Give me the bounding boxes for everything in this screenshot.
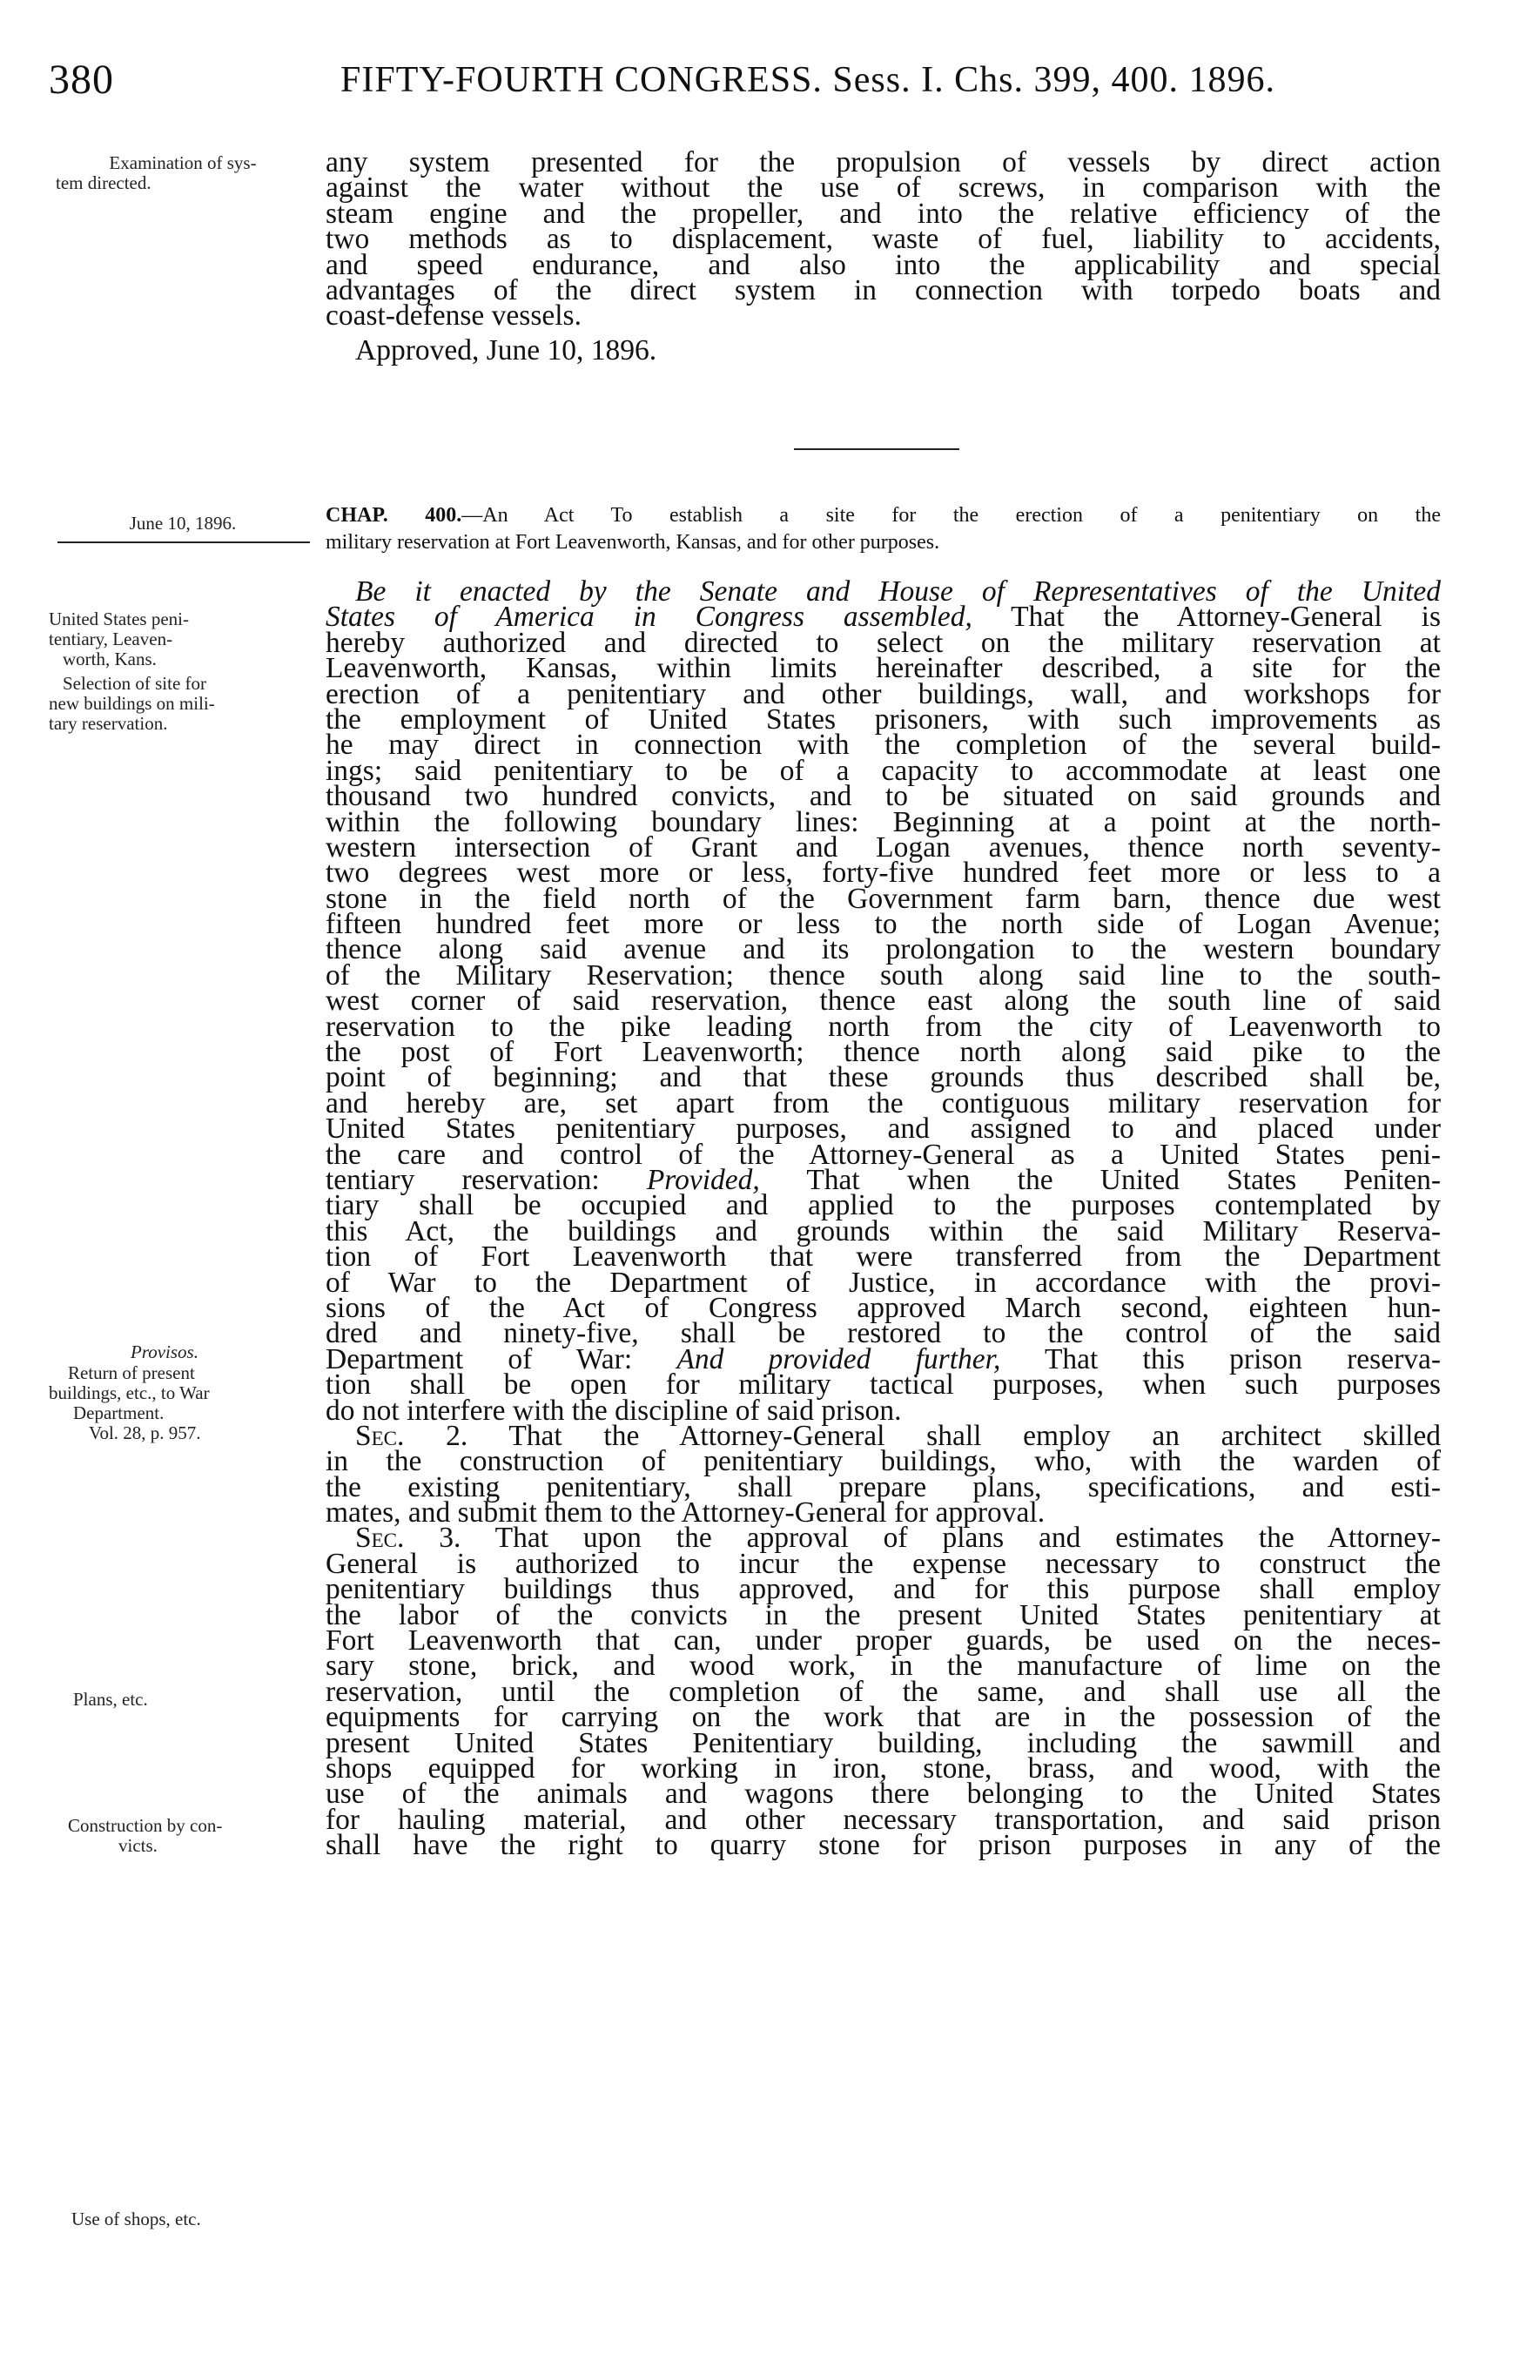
- margin-date-rule: [57, 541, 310, 543]
- margin-note-plans: Plans, etc.: [73, 1689, 148, 1710]
- section-2-first-line: Sec. 2. That the Attorney-General shall employ an architect skilled: [355, 1419, 1441, 1452]
- margin-note-return: Return of present buildings, etc., to War Department. Vol. 28, p. 957.: [49, 1362, 210, 1443]
- margin-note-examination: Examination of sys- tem directed.: [56, 152, 257, 193]
- chapter-number: CHAP. 400.: [326, 504, 462, 527]
- margin-note-date: June 10, 1896.: [129, 513, 237, 534]
- enacting-clause-1: Be it enacted by the Senate and House of Representatives of the United: [355, 575, 1441, 608]
- margin-note-selection: Selection of site for new buildings on mili- tary reservation.: [49, 673, 215, 734]
- preceding-text: any system presented for the propulsion of vessels by direct action against the water without the use of screws, in comparison with the steam engine and the propeller, and into the relative efficiency of the two methods as to displacement, waste of fuel, liability to accidents, and speed endurance, and also into the applicability and special advantages of the direct system in connection with torpedo boats and coast-defense vessels. Approved, June 10, 1896.: [326, 146, 1441, 366]
- chapter-title-1: —An Act To establish a site for the erection of a penitentiary on the: [461, 504, 1441, 527]
- running-head: FIFTY-FOURTH CONGRESS. Sess. I. Chs. 399, 400. 1896.: [340, 60, 1275, 100]
- page-header: [49, 56, 1452, 108]
- section-3-first-line: Sec. 3. That upon the approval of plans and estimates the Attorney-: [355, 1522, 1442, 1555]
- margin-note-shops: Use of shops, etc.: [71, 2209, 201, 2229]
- approval-line: Approved, June 10, 1896.: [355, 333, 657, 366]
- proviso-line: tentiary reservation: Provided, That when the United States Peniten-: [326, 1163, 1441, 1196]
- statute-body: Be it enacted by the Senate and House of Representatives of the United States of America in Congress assembled, That the Attorney-General is hereby authorized and directed to select on the military reservation at Leavenworth, Kansas, within limits hereinafter described, a site for the erection of a penitentiary and other buildings, wall, and workshops for the employment of United States prisoners, with such improvements as he may direct in connection with the completion of the several build- ings; said penitentiary to be of a capacity to accommodate at least one thousand two hundred convicts, and to be situated on said grounds and within the following boundary lines: Beginning at a point at the north- western intersection of Grant and Logan avenues, thence north seventy- two degrees west more or less, forty-five hundred feet more or less to a stone in the field north of the Government farm barn, thence due west fifteen hundred feet more or less to the north side of Logan Avenue; thence along said avenue and its prolongation to the western boundary of the Military Reservation; thence south along said line to the south- west corner of said reservation, thence east along the south line of said reservation to the pike leading north from the city of Leavenworth to the post of Fort Leavenworth; thence north along said pike to the point of beginning; and that these grounds thus described shall be, and hereby are, set apart from the contiguous military reservation for United States penitentiary purposes, and assigned to and placed under the care and control of the Attorney-General as a United States peni- tentiary reservation: Provided, That when the United States Peniten- tiary shall be occupied and applied to the purposes contemplated by this Act, the buildings and grounds within the said Military Reserva- tion of Fort Leavenworth that were transferred from the Department of War to the Department of Justice, in accordance with the provi- sions of the Act of Congress approved March second, eighteen hun- dred and ninety-five, shall be restored to the control of the said Department of War: And provided further, That this prison reserva- tion shall be open for military tactical purposes, when such purposes do not interfere with the discipline of said prison. Sec. 2. That the Attorney-General shall employ an architect skilled in the construction of penitentiary buildings, who, with the warden of the existing penitentiary, shall prepare plans, specifications, and esti- mates, and submit them to the Attorney-General for approval. Sec. 3. That upon the approval of plans and estimates the Attorney- General is authorized to incur the expense necessary to construct the penitentiary buildings thus approved, and for this purpose shall employ the labor of the convicts in the present United States penitentiary at Fort Leavenworth that can, under proper guards, be used on the neces- sary stone, brick, and wood work, in the manufacture of lime on the reservation, until the completion of the same, and shall use all the equipments for carrying on the work that are in the possession of the present United States Penitentiary building, including the sawmill and shops equipped for working in iron, stone, brass, and wood, with the use of the animals and wagons there belonging to the United States for hauling material, and other necessary transportation, and said prison shall have the right to quarry stone for prison purposes in any of the: [326, 575, 1442, 1862]
- page-number: 380: [49, 57, 114, 103]
- chapter-heading: [326, 502, 1441, 556]
- chapter-title-2: military reservation at Fort Leavenworth, Kansas, and for other purposes.: [326, 531, 940, 554]
- margin-note-provisos: Provisos.: [131, 1341, 198, 1362]
- section-divider-rule: [794, 448, 959, 450]
- enacting-clause-2: States of America in Congress assembled, That the Attorney-General is: [326, 601, 1441, 634]
- margin-note-penitentiary: United States peni- tentiary, Leaven- worth, Kans.: [49, 608, 189, 669]
- margin-note-construction: Construction by con- victs.: [68, 1815, 223, 1856]
- proviso-further-line: Department of War: And provided further, That this prison reserva-: [326, 1342, 1441, 1375]
